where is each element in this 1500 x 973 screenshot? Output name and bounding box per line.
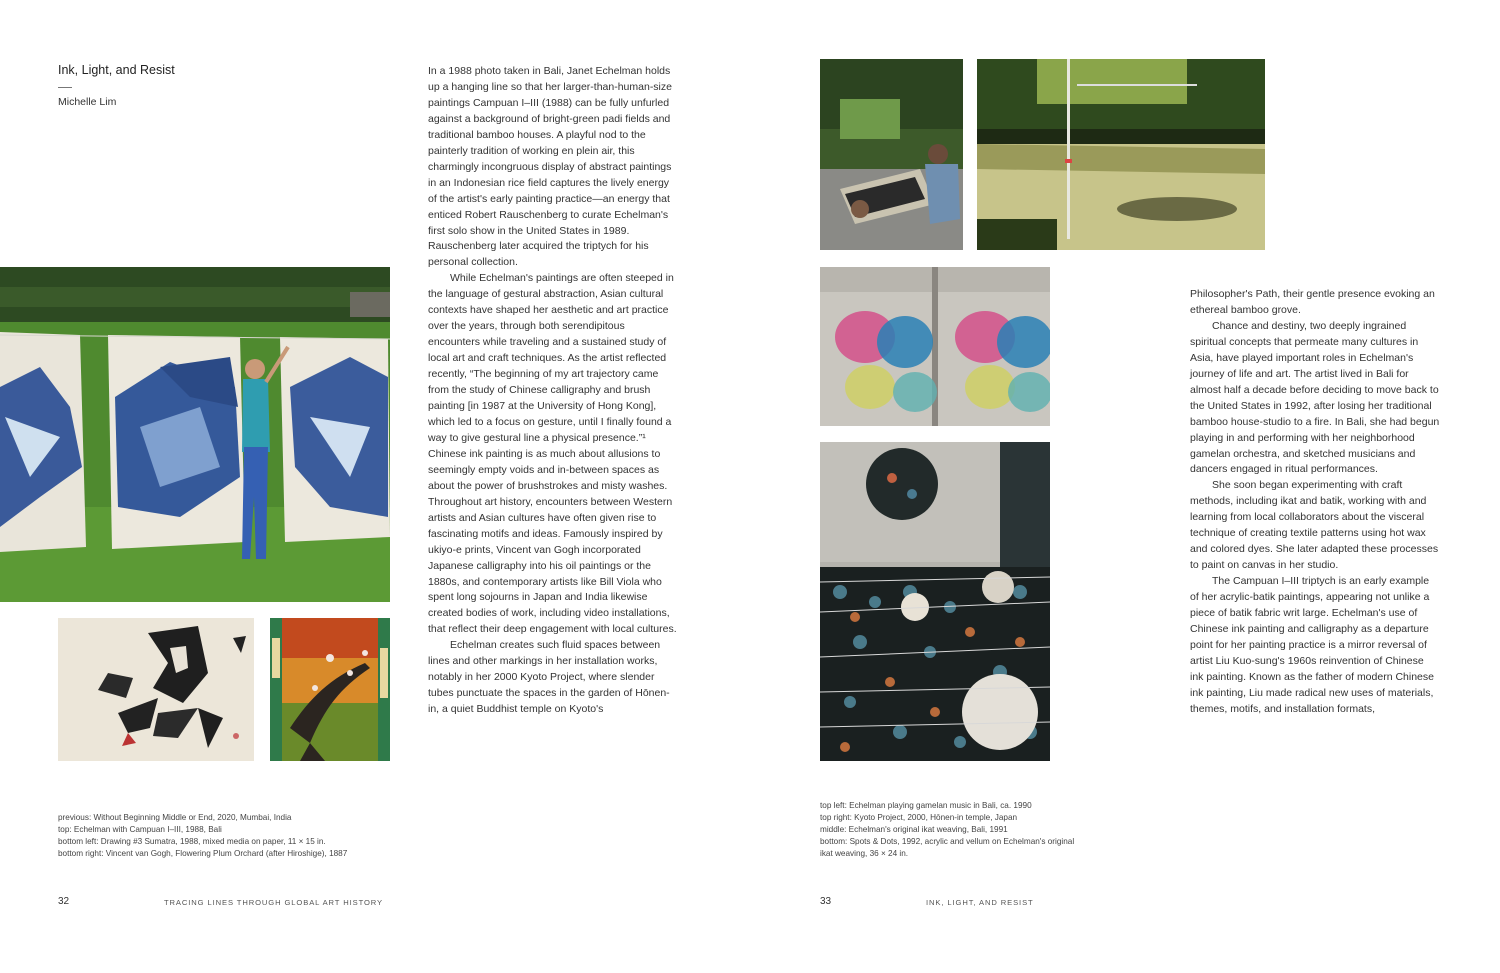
caption: bottom: Spots & Dots, 1992, acrylic and vellum on Echelman's original ikat weaving, 36 × 24 in. [820,837,1075,858]
campuan-photo [0,267,390,602]
ikat-weaving-image [820,267,1050,426]
page-number-right: 33 [820,896,832,907]
left-captions [58,812,398,860]
caption: previous: Without Beginning Middle or End, 2020, Mumbai, India [58,813,292,822]
drawing-sumatra-image [58,618,254,761]
caption: middle: Echelman's original ikat weaving, Bali, 1991 [820,825,1008,834]
caption: bottom right: Vincent van Gogh, Flowering Plum Orchard (after Hiroshige), 1887 [58,849,348,858]
body-paragraph: Philosopher's Path, their gentle presence evoking an ethereal bamboo grove. [1190,288,1435,316]
body-paragraph: Chance and destiny, two deeply ingrained spiritual concepts that permeate many cultures in Asia, have played important roles in Echelman's journey of life and art. The artist lived in Bali for almost half a decade before deciding to move back to the United States in 1992, after losing her traditional bamboo house-studio to a fire. In Bali, she had begun playing in and performing with her neighborhood gamelan orchestra, and sketched musicians and dancers engaged in ritual performances. [1190,319,1440,476]
running-head-right: INK, LIGHT, AND RESIST [926,898,1034,907]
caption: top left: Echelman playing gamelan music in Bali, ca. 1990 [820,801,1032,810]
flowering-plum-orchard-image [270,618,390,761]
caption: top: Echelman with Campuan I–III, 1988, Bali [58,825,222,834]
author-name: Michelle Lim [58,96,117,108]
gamelan-photo [820,59,963,250]
caption: top right: Kyoto Project, 2000, Hōnen-in temple, Japan [820,813,1018,822]
page-number-left: 32 [58,896,70,907]
spots-and-dots-image [820,442,1050,761]
body-paragraph: The Campuan I–III triptych is an early example of her acrylic-batik paintings, appearing not unlike a piece of batik fabric writ large. Echelman's use of Chinese ink painting and calligraphy as a departure point for her painting practice is a mirror reversal of artist Liu Kuo-sung's 1960s reinvention of Chinese ink painting. Known as the father of modern Chinese ink painting, Liu made radical new uses of materials, themes, motifs, and installation formats, [1190,575,1434,715]
left-text-column [428,64,678,718]
caption: bottom left: Drawing #3 Sumatra, 1988, mixed media on paper, 11 × 15 in. [58,837,326,846]
body-paragraph: She soon began experimenting with craft methods, including ikat and batik, working with and learning from local collaborators about the visceral technique of creating textile patterns using hot wax and colored dyes. She later adapted these processes to paint on canvas in her studio. [1190,479,1439,572]
body-paragraph: In a 1988 photo taken in Bali, Janet Echelman holds up a hanging line so that her larger-than-human-size paintings Campuan I–III (1988) can be fully unfurled against a background of bright-green padi fields and traditional bamboo houses. A playful nod to the painterly tradition of working en plein air, this charmingly incongruous display of abstract paintings in an Indonesian rice field captures the lively energy of the artist's early painting practice—an energy that enticed Robert Rauschenberg to curate Echelman's first solo show in the United States in 1989. Rauschenberg later acquired the triptych for his personal collection. [428,65,672,269]
title-rule [58,87,72,88]
right-captions [820,800,1080,860]
body-paragraph: While Echelman's paintings are often steeped in the language of gestural abstraction, Asian cultural contexts have shaped her aesthetic and art practice over the years, through both serendipitous encounters while traveling and a sustained study of local art and craft techniques. As the artist reflected recently, “The beginning of my art trajectory came from the study of Chinese calligraphy and brush painting [in 1987 at the University of Hong Kong], which led to a focus on gesture, until I finally found a way to give gestural line a physical presence.”¹ Chinese ink painting is as much about allusions to seemingly empty voids and in-between spaces as about the power of brushstrokes and misty washes. Throughout art history, encounters between Western artists and Asian cultures have often given rise to fascinating motifs and ideas. Famously inspired by ukiyo-e prints, Vincent van Gogh incorporated Japanese calligraphy into his oil paintings or the 1880s, and contemporary artists like Bill Viola who spent long sojourns in Japan and India likewise created bodies of work, including video installations, that reflect their deep engagement with local cultures. [428,272,677,636]
kyoto-project-photo [977,59,1265,250]
running-head-left: TRACING LINES THROUGH GLOBAL ART HISTORY [164,898,383,907]
article-title: Ink, Light, and Resist [58,63,175,77]
body-paragraph: Echelman creates such fluid spaces between lines and other markings in her installation works, notably in her 2000 Kyoto Project, where slender tubes punctuate the spaces in the garden of Hōnen-in, a quiet Buddhist temple on Kyoto's [428,639,670,716]
right-text-column [1190,287,1440,718]
